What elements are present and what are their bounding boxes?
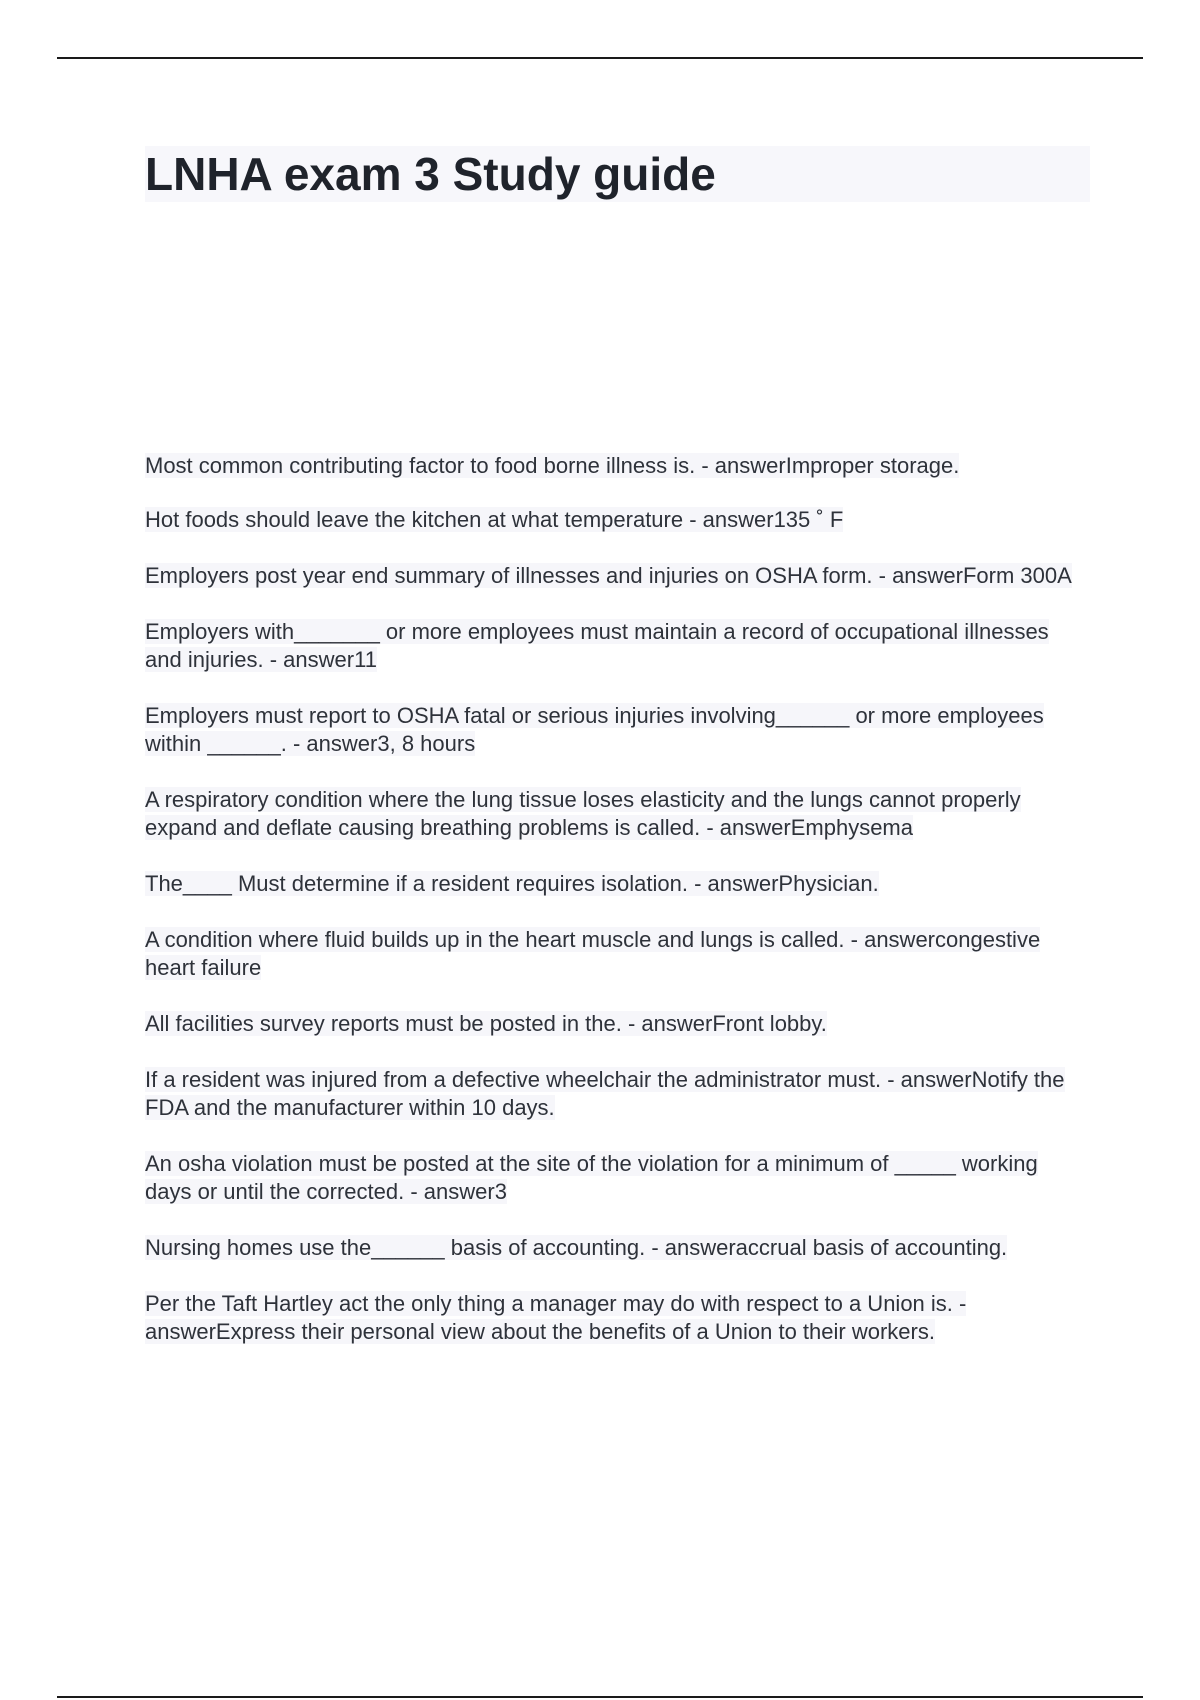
qa-item xyxy=(145,1010,1090,1038)
qa-item xyxy=(145,1290,1090,1346)
bottom-divider xyxy=(57,1696,1143,1698)
qa-text: If a resident was injured from a defective wheelchair the administrator must. - answerNotify the FDA and the manufacturer within 10 days. xyxy=(145,1067,1065,1120)
qa-item xyxy=(145,702,1090,758)
qa-item xyxy=(145,1150,1090,1206)
qa-item xyxy=(145,618,1090,674)
qa-text: An osha violation must be posted at the site of the violation for a minimum of _____ working days or until the corrected. - answer3 xyxy=(145,1151,1038,1204)
question-answer-list xyxy=(145,452,1090,1374)
qa-text: A respiratory condition where the lung tissue loses elasticity and the lungs cannot properly expand and deflate causing breathing problems is called. - answerEmphysema xyxy=(145,787,1021,840)
qa-item xyxy=(145,870,1090,898)
qa-text: Employers with_______ or more employees must maintain a record of occupational illnesses and injuries. - answer11 xyxy=(145,619,1049,672)
page-title: LNHA exam 3 Study guide xyxy=(145,148,716,200)
qa-item xyxy=(145,1066,1090,1122)
qa-item xyxy=(145,506,1090,534)
qa-text: All facilities survey reports must be posted in the. - answerFront lobby. xyxy=(145,1011,827,1036)
qa-item xyxy=(145,1234,1090,1262)
qa-item xyxy=(145,562,1090,590)
qa-item xyxy=(145,786,1090,842)
qa-text: Employers must report to OSHA fatal or serious injuries involving______ or more employees within ______. - answer3, 8 hours xyxy=(145,703,1044,756)
qa-text: Hot foods should leave the kitchen at what temperature - answer135 ˚ F xyxy=(145,507,844,532)
qa-text: Employers post year end summary of illnesses and injuries on OSHA form. - answerForm 300A xyxy=(145,563,1072,588)
top-divider xyxy=(57,57,1143,59)
qa-text: A condition where fluid builds up in the heart muscle and lungs is called. - answercongestive heart failure xyxy=(145,927,1041,980)
qa-item xyxy=(145,926,1090,982)
qa-text: Most common contributing factor to food borne illness is. - answerImproper storage. xyxy=(145,453,960,478)
qa-item xyxy=(145,452,1090,480)
qa-text: The____ Must determine if a resident requires isolation. - answerPhysician. xyxy=(145,871,879,896)
title-block xyxy=(145,146,1090,202)
qa-text: Per the Taft Hartley act the only thing a manager may do with respect to a Union is. - answerExpress their personal view about the benefits of a Union to their workers. xyxy=(145,1291,967,1344)
qa-text: Nursing homes use the______ basis of accounting. - answeraccrual basis of accounting. xyxy=(145,1235,1008,1260)
